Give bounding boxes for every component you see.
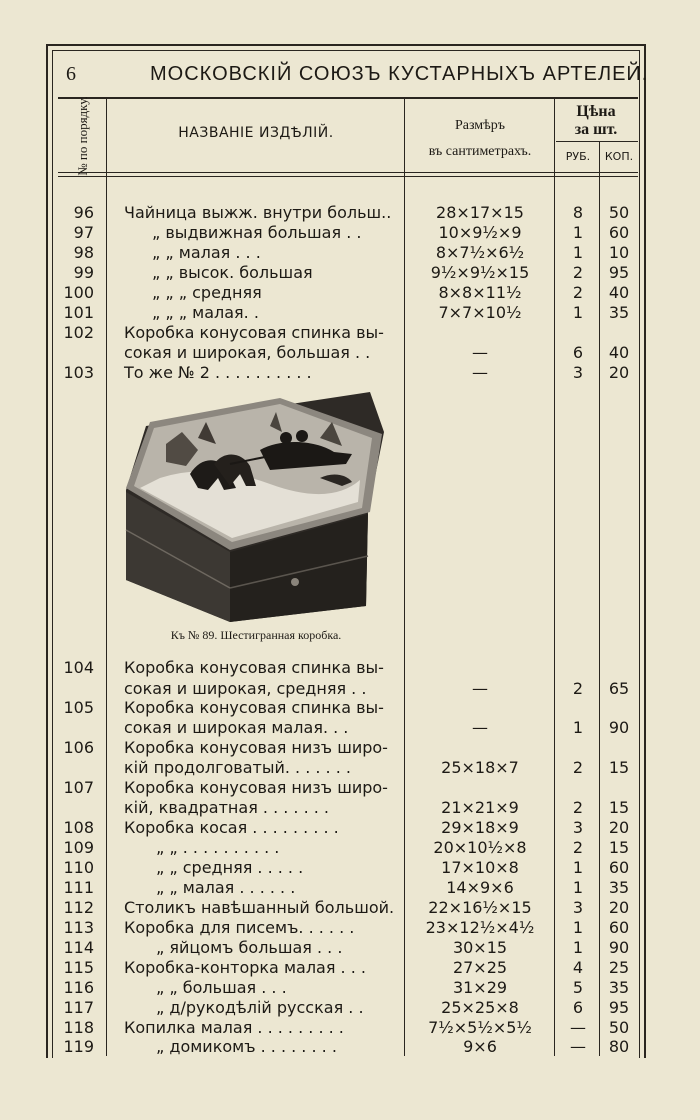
row-size: 23×12½×4½ — [425, 918, 535, 937]
column-header-price: Цѣна за шт. — [574, 103, 618, 138]
row-kop: 60 — [608, 918, 630, 937]
row-kop: 35 — [608, 878, 630, 897]
row-name: Копилка малая . . . . . . . . . — [124, 1018, 344, 1037]
row-number: 97 — [73, 223, 94, 242]
row-name: Коробка конусовая спинка вы- — [124, 658, 384, 677]
row-size: 25×25×8 — [441, 998, 519, 1017]
column-header-number: № по порядку. — [75, 96, 90, 176]
row-name: „ „ малая . . . — [152, 243, 261, 262]
column-header-size: Размѣръ въ сантиметрахъ. — [428, 118, 532, 159]
row-number: 109 — [63, 838, 94, 857]
row-number: 112 — [63, 898, 94, 917]
row-name: кій продолговатый. . . . . . . — [124, 758, 351, 777]
column-header-rub: РУБ. — [565, 150, 591, 163]
row-size: 17×10×8 — [441, 858, 519, 877]
row-kop: 95 — [608, 998, 630, 1017]
row-name: „ „ „ малая. . — [152, 303, 259, 322]
row-size: — — [472, 718, 488, 737]
row-size: 31×29 — [452, 978, 508, 997]
col-rule-size — [554, 98, 555, 1056]
row-size: 9½×9½×15 — [430, 263, 530, 282]
row-size: — — [472, 363, 488, 382]
row-name: „ выдвижная большая . . — [152, 223, 362, 242]
page-number: 6 — [66, 63, 76, 85]
row-name: Столикъ навѣшанный большой. — [124, 898, 395, 917]
figure-caption: Къ № 89. Шестигранная коробка. — [170, 628, 342, 642]
row-kop: 60 — [608, 223, 630, 242]
row-size: 25×18×7 — [441, 758, 519, 777]
row-name: Коробка конусовая низъ широ- — [124, 738, 388, 757]
row-rub: 1 — [572, 938, 584, 957]
header-bottom-rule-2 — [58, 176, 638, 177]
row-number: 98 — [73, 243, 94, 262]
row-rub: 5 — [572, 978, 584, 997]
row-kop: 10 — [608, 243, 630, 262]
row-kop: 50 — [608, 203, 630, 222]
row-rub: 2 — [572, 263, 584, 282]
row-number: 117 — [63, 998, 94, 1017]
row-number: 114 — [63, 938, 94, 957]
row-name: „ „ „ средняя — [152, 283, 262, 302]
row-name: „ д/рукодѣлій русская . . — [156, 998, 364, 1017]
row-kop: 40 — [608, 283, 630, 302]
row-name: сокая и широкая, большая . . — [124, 343, 371, 362]
row-kop: 90 — [608, 718, 630, 737]
row-name: То же № 2 . . . . . . . . . . — [124, 363, 312, 382]
row-number: 110 — [63, 858, 94, 877]
row-number: 96 — [73, 203, 94, 222]
row-rub: 4 — [572, 958, 584, 977]
row-size: 22×16½×15 — [428, 898, 532, 917]
header-top-rule — [58, 97, 638, 99]
row-rub: 3 — [572, 898, 584, 917]
row-rub: 8 — [572, 203, 584, 222]
row-number: 100 — [63, 283, 94, 302]
row-number: 113 — [63, 918, 94, 937]
row-size: 27×25 — [452, 958, 508, 977]
row-rub: 2 — [572, 283, 584, 302]
row-name: Коробка конусовая спинка вы- — [124, 698, 384, 717]
row-size: 21×21×9 — [441, 798, 519, 817]
row-name: „ яйцомъ большая . . . — [156, 938, 343, 957]
row-number: 116 — [63, 978, 94, 997]
row-rub: 6 — [572, 998, 584, 1017]
row-rub: 1 — [572, 303, 584, 322]
col-rule-name — [404, 98, 405, 1056]
row-name: „ домикомъ . . . . . . . . — [156, 1037, 337, 1056]
row-number: 107 — [63, 778, 94, 797]
row-kop: 25 — [608, 958, 630, 977]
row-name: кій, квадратная . . . . . . . — [124, 798, 330, 817]
row-number: 115 — [63, 958, 94, 977]
row-name: „ „ большая . . . — [156, 978, 287, 997]
row-kop: 20 — [608, 363, 630, 382]
row-kop: 15 — [608, 798, 630, 817]
row-name: Чайница выжж. внутри больш.. — [124, 203, 392, 222]
row-size: — — [472, 679, 488, 698]
row-kop: 35 — [608, 303, 630, 322]
row-rub: — — [570, 1018, 586, 1037]
row-rub: 3 — [572, 363, 584, 382]
row-number: 106 — [63, 738, 94, 757]
row-name: Коробка косая . . . . . . . . . — [124, 818, 339, 837]
row-size: 29×18×9 — [441, 818, 519, 837]
row-rub: 6 — [572, 343, 584, 362]
row-number: 108 — [63, 818, 94, 837]
row-size: 30×15 — [452, 938, 508, 957]
row-size: 8×8×11½ — [438, 283, 522, 302]
row-number: 103 — [63, 363, 94, 382]
row-size: 10×9½×9 — [438, 223, 522, 242]
row-rub: 2 — [572, 679, 584, 698]
row-number: 102 — [63, 323, 94, 342]
row-kop: 15 — [608, 838, 630, 857]
row-kop: 80 — [608, 1037, 630, 1056]
row-name: Коробка конусовая спинка вы- — [124, 323, 384, 342]
row-kop: 95 — [608, 263, 630, 282]
row-name: „ „ . . . . . . . . . . — [156, 838, 280, 857]
col-rule-number — [106, 98, 107, 1056]
row-rub: 1 — [572, 878, 584, 897]
row-number: 104 — [63, 658, 94, 677]
row-kop: 15 — [608, 758, 630, 777]
hexagonal-box-illustration — [120, 392, 390, 624]
row-name: сокая и широкая, средняя . . — [124, 679, 367, 698]
row-size: 7½×5½×5½ — [428, 1018, 532, 1037]
running-title: МОСКОВСКІЙ СОЮЗЪ КУСТАРНЫХЪ АРТЕЛЕЙ. — [150, 63, 649, 85]
row-rub: 3 — [572, 818, 584, 837]
row-number: 111 — [63, 878, 94, 897]
column-header-kop: КОП. — [604, 150, 634, 163]
column-header-name: НАЗВАНІЕ ИЗДѢЛІЙ. — [178, 125, 334, 141]
row-kop: 50 — [608, 1018, 630, 1037]
row-size: 7×7×10½ — [438, 303, 522, 322]
row-number: 119 — [63, 1037, 94, 1056]
row-rub: 1 — [572, 243, 584, 262]
row-kop: 65 — [608, 679, 630, 698]
row-name: „ „ малая . . . . . . — [156, 878, 296, 897]
row-kop: 90 — [608, 938, 630, 957]
row-rub: 2 — [572, 798, 584, 817]
row-rub: 1 — [572, 223, 584, 242]
row-size: — — [472, 343, 488, 362]
row-rub: 2 — [572, 838, 584, 857]
row-number: 105 — [63, 698, 94, 717]
row-name: „ „ высок. большая — [152, 263, 313, 282]
row-size: 9×6 — [463, 1037, 497, 1056]
row-size: 20×10½×8 — [433, 838, 527, 857]
row-rub: 2 — [572, 758, 584, 777]
row-rub: 1 — [572, 918, 584, 937]
row-kop: 40 — [608, 343, 630, 362]
row-name: Коробка конусовая низъ широ- — [124, 778, 388, 797]
row-number: 99 — [73, 263, 94, 282]
row-kop: 20 — [608, 818, 630, 837]
row-name: Коробка для писемъ. . . . . . — [124, 918, 355, 937]
row-name: Коробка-конторка малая . . . — [124, 958, 366, 977]
row-size: 14×9×6 — [446, 878, 514, 897]
row-kop: 60 — [608, 858, 630, 877]
row-number: 118 — [63, 1018, 94, 1037]
header-bottom-rule — [58, 172, 638, 173]
row-rub: 1 — [572, 858, 584, 877]
row-rub: 1 — [572, 718, 584, 737]
row-kop: 35 — [608, 978, 630, 997]
row-name: „ „ средняя . . . . . — [156, 858, 304, 877]
row-rub: — — [570, 1037, 586, 1056]
row-number: 101 — [63, 303, 94, 322]
row-size: 28×17×15 — [436, 203, 524, 222]
row-size: 8×7½×6½ — [435, 243, 525, 262]
price-divider-rule — [556, 141, 638, 142]
row-name: сокая и широкая малая. . . — [124, 718, 349, 737]
row-kop: 20 — [608, 898, 630, 917]
